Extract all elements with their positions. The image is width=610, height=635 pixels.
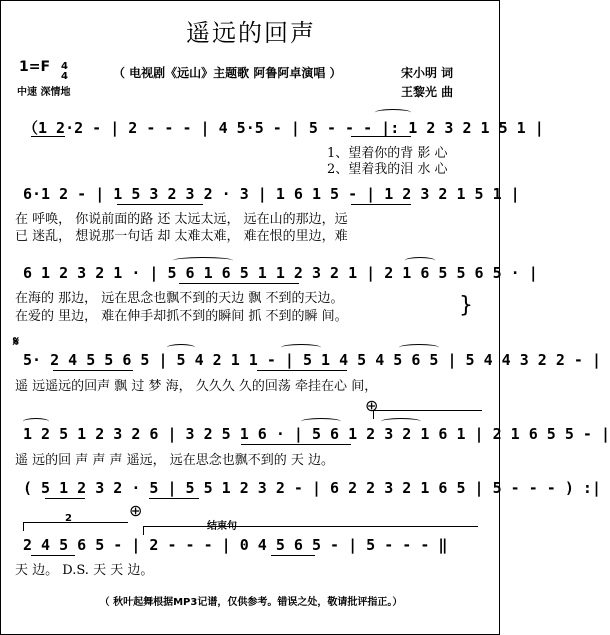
beam-mark: [53, 370, 133, 371]
beam-mark: [351, 204, 411, 205]
time-signature-bottom: 4: [61, 71, 68, 82]
slur-mark: [173, 257, 233, 264]
notation-line-3: 6 1 2 3 2 1 · | 5 6 1 6 5 1 1 2 3 2 1 | 2 1 6 5 5 6 5 · |: [23, 264, 538, 282]
slur-mark: [23, 418, 49, 425]
tempo-marking: 中速 深情地: [17, 87, 71, 98]
second-ending-bracket: [23, 522, 128, 531]
slur-mark: [405, 257, 435, 264]
key-signature: 1=F: [19, 59, 51, 75]
notation-line-7: 2 4 5 6 5 - | 2 - - - | 0 4 5 6 5 - | 5 - - - ‖: [23, 536, 448, 554]
beam-mark: [257, 370, 347, 371]
lyric-line-2b: 已 迷乱， 想说那一句话 却 太难太难， 难在恨的里边，难: [15, 229, 348, 244]
notation-line-1: （1 2·2 - | 2 - - - | 4 5·5 - | 5 - - - |: 1 2 3 2 1 5 1 |: [23, 119, 544, 137]
transcription-note: （ 秋叶起舞根据MP3记谱，仅供参考。错误之处，敬请批评指正。）: [99, 597, 403, 608]
verse-label-2: 2、望着我的泪 水 心: [327, 162, 448, 177]
beam-mark: [31, 136, 65, 137]
beam-mark: [271, 555, 315, 556]
lyric-line-4: 遥 远遥远的回声 飘 过 梦 海， 久久久 久的回荡 牵挂在心 间，: [15, 379, 378, 394]
slur-mark: [167, 344, 195, 351]
beam-mark: [31, 555, 75, 556]
composer-credit: 王黎光 曲: [401, 85, 454, 99]
song-title: 遥远的回声: [186, 19, 316, 47]
notation-line-6: ( 5 1 2 3 2 · 5 | 5 5 1 2 3 2 - | 6 2 2 3 2 1 6 5 | 5 - - - ) :|: [23, 479, 601, 497]
slur-mark: [301, 418, 341, 425]
beam-mark: [45, 498, 85, 499]
slur-mark: [281, 344, 321, 351]
beam-mark: [117, 204, 203, 205]
slur-mark: [399, 344, 439, 351]
coda-bracket: [143, 526, 478, 535]
lyric-line-5: 遥 远的回 声 声 声 遥远， 远在思念也飘不到的 天 边。: [15, 453, 335, 468]
beam-mark: [241, 444, 351, 445]
beam-mark: [351, 136, 411, 137]
beam-mark: [149, 498, 199, 499]
second-ending-number: 2: [65, 513, 72, 524]
lyric-line-7: 天 边。 D.S. 天 天 边。: [15, 563, 154, 578]
notation-line-4: 5· 2 4 5 5 6 5 | 5 4 2 1 1 - | 5 1 4 5 4 5 6 5 | 5 4 4 3 2 2 - |: [23, 351, 601, 369]
verse-label-1: 1、望着你的背 影 心: [327, 146, 448, 161]
verse-brace: }: [459, 293, 473, 318]
coda-sign-2: ⊕: [129, 501, 143, 520]
time-signature-top: 4: [61, 61, 68, 72]
lyricist-credit: 宋小明 词: [401, 66, 454, 80]
lyric-line-3a: 在海的 那边， 远在思念也飘不到的天边 飘 不到的天边。: [15, 291, 344, 306]
lyric-line-2a: 在 呼唤， 你说前面的路 还 太远太远， 远在山的那边，远: [15, 212, 348, 227]
song-subtitle: （ 电视剧《远山》主题歌 阿鲁阿卓演唱 ）: [113, 66, 342, 80]
slur-mark: [381, 418, 421, 425]
coda-label: 结束句: [207, 521, 237, 532]
beam-mark: [179, 283, 299, 284]
notation-line-5: 1 2 5 1 2 3 2 6 | 3 2 5 1 6 · | 5 6 1 2 3 2 1 6 1 | 2 1 6 5 5 - |: [23, 425, 610, 443]
lyric-line-3b: 在爱的 里边， 难在伸手却抓不到的瞬间 抓 不到的瞬 间。: [15, 309, 348, 324]
coda-sign: ⊕: [365, 396, 379, 415]
notation-line-2: 6·1 2 - | 1 5 3 2 3 2 · 3 | 1 6 1 5 - | 1 2 3 2 1 5 1 |: [23, 185, 520, 203]
slur-mark: [375, 109, 411, 116]
segno-sign: 𝄋: [13, 334, 20, 350]
